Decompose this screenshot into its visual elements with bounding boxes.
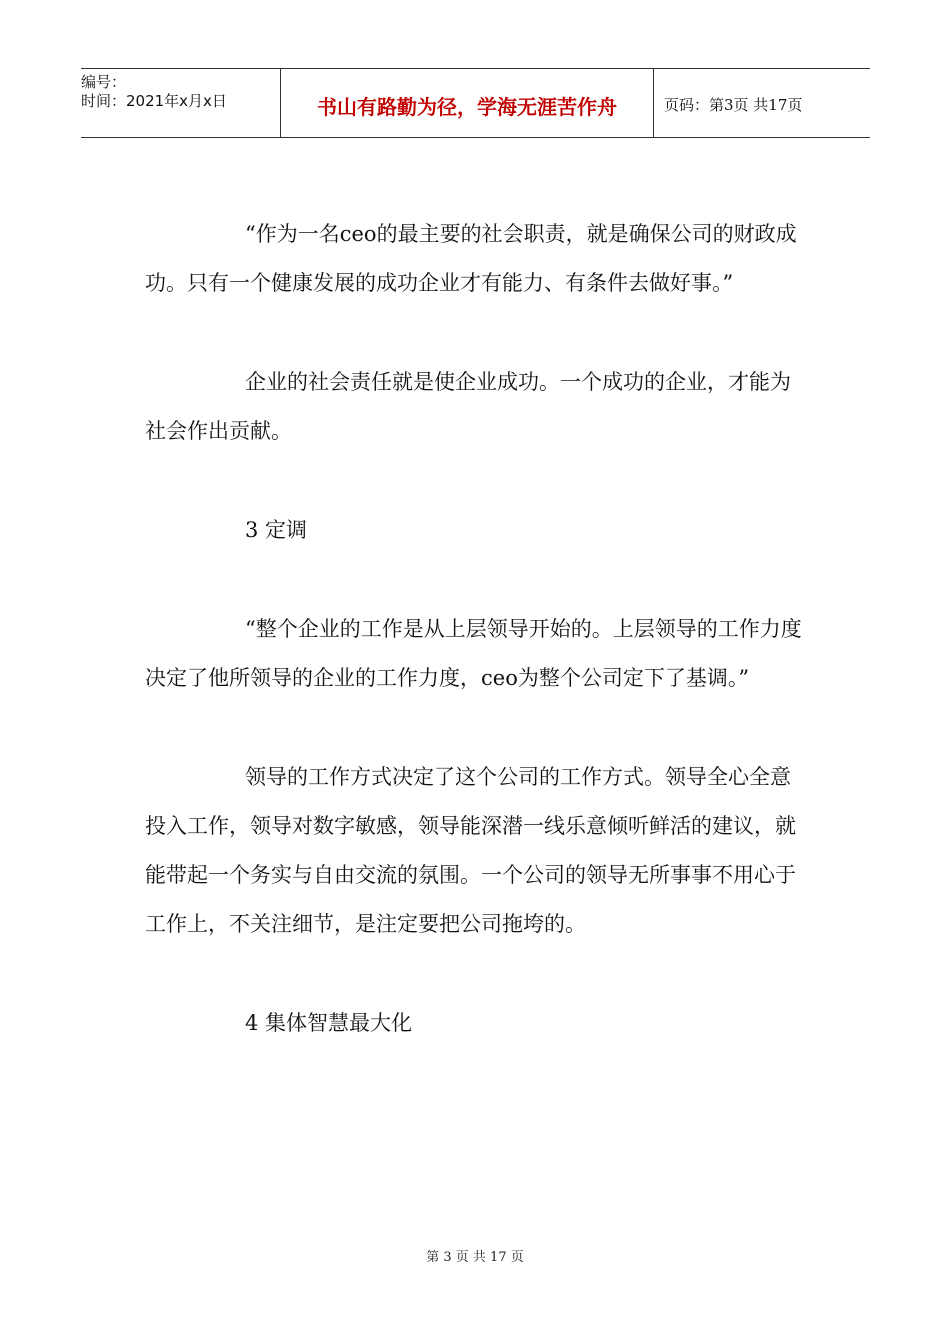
document-body: [145, 210, 810, 1048]
section-heading-4: 4 集体智慧最大化: [245, 1011, 413, 1035]
paragraph-social-responsibility: 企业的社会责任就是使企业成功。一个成功的企业，才能为社会作出贡献。: [145, 370, 791, 443]
header-meta: [81, 69, 281, 137]
paragraph-leadership-style: 领导的工作方式决定了这个公司的工作方式。领导全心全意投入工作，领导对数字敏感，领导能深潜一线乐意倾听鲜活的建议，就能带起一个务实与自由交流的氛围。一个公司的领导无所事事不用心于工作上，不关注细节，是注定要把公司拖垮的。: [145, 765, 796, 936]
document-header: [81, 68, 870, 138]
document-number-label: 编号：: [81, 73, 127, 91]
paragraph-quote-leadership: “整个企业的工作是从上层领导开始的。上层领导的工作力度决定了他所领导的企业的工作力度，ceo为整个公司定下了基调。”: [145, 617, 802, 690]
document-date: 时间：2021年x月x日: [81, 92, 227, 110]
header-page-info: 页码：第3页 共17页: [664, 95, 803, 114]
section-heading-3: 3 定调: [245, 518, 308, 542]
paragraph-quote-ceo-duty: “作为一名ceo的最主要的社会职责，就是确保公司的财政成功。只有一个健康发展的成功企业才有能力、有条件去做好事。”: [145, 222, 797, 295]
header-motto: 书山有路勤为径，学海无涯苦作舟: [281, 69, 654, 137]
page-footer: 第 3 页 共 17 页: [426, 1250, 524, 1265]
